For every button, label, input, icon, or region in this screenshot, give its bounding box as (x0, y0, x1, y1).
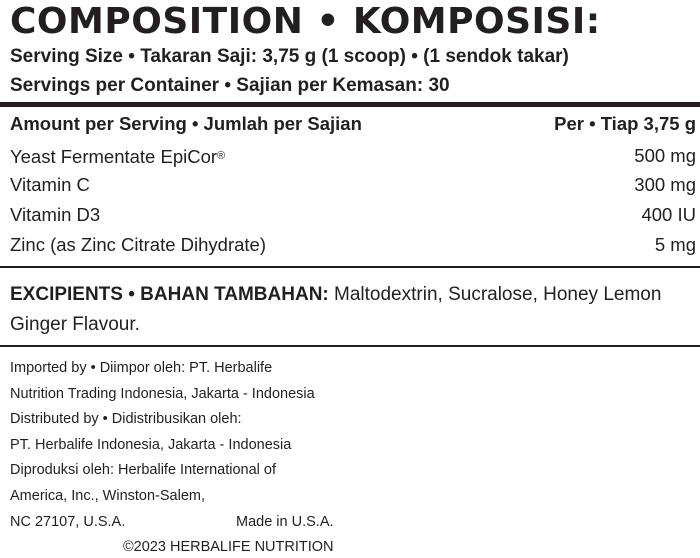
importer-line: NC 27107, U.S.A. (10, 514, 126, 530)
ingredient-name: Zinc (as Zinc Citrate Dihydrate) (10, 234, 266, 255)
ingredient-amount: 500 mg (634, 145, 696, 166)
header-rule (0, 102, 700, 107)
amount-per-serving-label: Amount per Serving • Jumlah per Sajian (10, 113, 362, 134)
ingredient-name: Vitamin C (10, 174, 90, 195)
table-row (10, 232, 696, 258)
table-bottom-rule (0, 266, 700, 268)
composition-title: COMPOSITION • KOMPOSISI: (10, 1, 601, 42)
made-in-label: Made in U.S.A. (236, 514, 334, 530)
ingredient-amount: 5 mg (654, 234, 696, 255)
importer-line: Nutrition Trading Indonesia, Jakarta - Indonesia (10, 386, 315, 402)
copyright-line: ©2023 HERBALIFE NUTRITION (123, 539, 334, 555)
serving-size: Serving Size • Takaran Saji: 3,75 g (1 scoop) • (1 sendok takar) (10, 46, 569, 67)
ingredient-name: Yeast Fermentate EpiCor® (10, 146, 226, 167)
importer-line: America, Inc., Winston-Salem, (10, 488, 205, 504)
ingredient-name: Vitamin D3 (10, 204, 101, 225)
excipients-bottom-rule (0, 345, 700, 347)
table-row (10, 143, 696, 169)
excipients-text (10, 280, 690, 340)
importer-line: Distributed by • Didistribusikan oleh: (10, 411, 242, 427)
importer-line: Diproduksi oleh: Herbalife International of (10, 462, 276, 478)
ingredient-amount: 300 mg (634, 174, 696, 195)
table-header-row (10, 111, 696, 137)
excipients-label: EXCIPIENTS • BAHAN TAMBAHAN: (10, 284, 329, 305)
importer-line: Imported by • Diimpor oleh: PT. Herbalife (10, 360, 273, 376)
table-row (10, 202, 696, 228)
per-serving-amount-label: Per • Tiap 3,75 g (554, 113, 696, 134)
ingredient-amount: 400 IU (641, 204, 696, 225)
table-row (10, 172, 696, 198)
excipients-list: Maltodextrin, Sucralose, Honey Lemon Ginger Flavour. (10, 284, 662, 335)
registered-mark: ® (217, 150, 226, 162)
servings-per-container: Servings per Container • Sajian per Kemasan: 30 (10, 75, 450, 96)
importer-line: PT. Herbalife Indonesia, Jakarta - Indonesia (10, 437, 292, 453)
